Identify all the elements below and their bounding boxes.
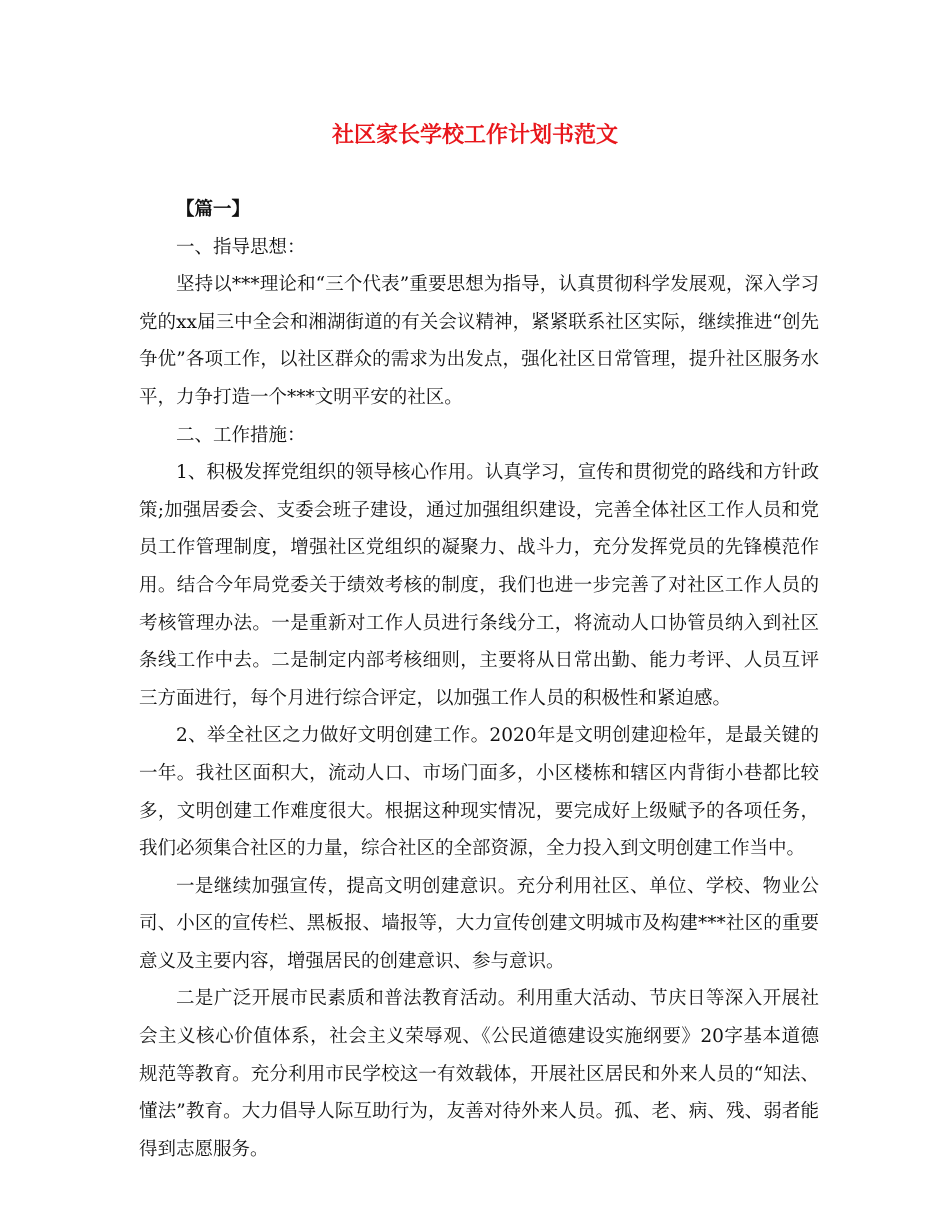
heading-guiding-ideology: 一、指导思想： — [176, 236, 306, 258]
document-title: 社区家长学校工作计划书范文 — [331, 122, 618, 148]
heading-work-measures: 二、工作措施： — [176, 424, 306, 446]
paragraph-measure-2-point-2: 二是广泛开展市民素质和普法教育活动。利用重大活动、节庆日等深入开展社会主义核心价值体系，社会主义荣辱观、《公民道德建设实施纲要》20字基本道德规范等教育。充分利用市民学校这一有效载体，开展社区居民和外来人员的“知法、懂法”教育。大力倡导人际互助行为，友善对待外来人员。孤、老、病、残、弱者能得到志愿服务。 — [139, 988, 819, 1160]
section-heading-part-one: 【篇一】 — [176, 199, 251, 220]
paragraph-measure-1: 1、积极发挥党组织的领导核心作用。认真学习，宣传和贯彻党的路线和方针政策;加强居委会、支委会班子建设，通过加强组织建设，完善全体社区工作人员和党员工作管理制度，增强社区党组织的凝聚力、战斗力，充分发挥党员的先锋模范作用。结合今年局党委关于绩效考核的制度，我们也进一步完善了对社区工作人员的考核管理办法。一是重新对工作人员进行条线分工，将流动人口协管员纳入到社区条线工作中去。二是制定内部考核细则，主要将从日常出勤、能力考评、人员互评三方面进行，每个月进行综合评定，以加强工作人员的积极性和紧迫感。 — [139, 462, 819, 709]
paragraph-guiding-ideology: 坚持以***理论和“三个代表”重要思想为指导，认真贯彻科学发展观，深入学习党的xx届三中全会和湘湖街道的有关会议精神，紧紧联系社区实际，继续推进“创先争优”各项工作，以社区群众的需求为出发点，强化社区日常管理，提升社区服务水平，力争打造一个***文明平安的社区。 — [139, 274, 819, 408]
paragraph-measure-2-point-1: 一是继续加强宣传，提高文明创建意识。充分利用社区、单位、学校、物业公司、小区的宣传栏、黑板报、墙报等，大力宣传创建文明城市及构建***社区的重要意义及主要内容，增强居民的创建意识、参与意识。 — [139, 875, 819, 972]
paragraph-measure-2: 2、举全社区之力做好文明创建工作。2020年是文明创建迎检年，是最关键的一年。我社区面积大，流动人口、市场门面多，小区楼栋和辖区内背街小巷都比较多，文明创建工作难度很大。根据这种现实情况，要完成好上级赋予的各项任务，我们必须集合社区的力量，综合社区的全部资源，全力投入到文明创建工作当中。 — [139, 725, 819, 860]
document-body — [139, 191, 819, 1168]
